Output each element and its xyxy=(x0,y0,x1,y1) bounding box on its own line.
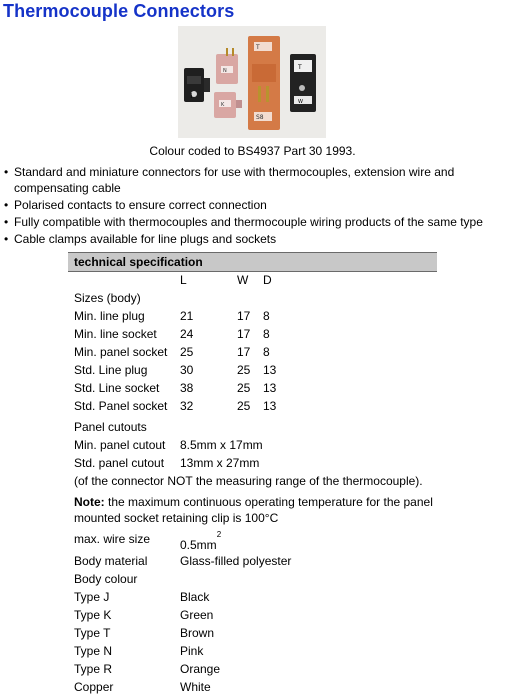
size-w: 17 xyxy=(237,309,251,323)
colour-value: Pink xyxy=(180,644,204,658)
temperature-note xyxy=(74,494,454,526)
feature-item: • Cable clamps available for line plugs and sockets xyxy=(0,231,500,247)
size-l: 30 xyxy=(180,363,194,377)
colour-value: Brown xyxy=(180,626,215,640)
label-plug-t: T xyxy=(298,64,302,71)
size-name: Std. Panel socket xyxy=(74,399,168,413)
colour-type: Type T xyxy=(74,626,111,640)
cutout-note: (of the connector NOT the measuring range of the thermocouple). xyxy=(74,474,423,488)
label-t: T xyxy=(256,44,260,51)
colour-type: Type J xyxy=(74,590,110,604)
size-name: Std. Line socket xyxy=(74,381,160,395)
size-name: Min. line plug xyxy=(74,309,145,323)
cutout-value: 8.5mm x 17mm xyxy=(180,438,263,452)
size-l: 24 xyxy=(180,327,194,341)
connectors-photo xyxy=(178,26,326,138)
technical-specification xyxy=(68,252,437,694)
size-w: 17 xyxy=(237,327,251,341)
colour-type: Type N xyxy=(74,644,113,658)
colour-value: Orange xyxy=(180,662,221,676)
col-header-d: D xyxy=(263,273,272,287)
material-value: Glass-filled polyester xyxy=(180,554,292,568)
cutout-value: 13mm x 27mm xyxy=(180,456,260,470)
feature-item: • Standard and miniature connectors for use with thermocouples, extension wire and compensating cable xyxy=(0,164,500,196)
colour-value: Black xyxy=(180,590,210,604)
size-d: 13 xyxy=(263,399,277,413)
size-d: 13 xyxy=(263,363,277,377)
size-l: 32 xyxy=(180,399,194,413)
feature-item: • Fully compatible with thermocouples and thermocouple wiring products of the same type xyxy=(0,214,500,230)
photo-caption: Colour coded to BS4937 Part 30 1993. xyxy=(149,144,356,158)
cutout-name: Std. panel cutout xyxy=(74,456,165,470)
col-header-w: W xyxy=(237,273,249,287)
feature-item: • Polarised contacts to ensure correct connection xyxy=(0,197,500,213)
wire-size-label: max. wire size xyxy=(74,532,151,546)
colour-type: Copper xyxy=(74,680,114,694)
size-w: 25 xyxy=(237,381,251,395)
sizes-label: Sizes (body) xyxy=(74,291,141,305)
colour-label: Body colour xyxy=(74,572,138,586)
connectors-illustration xyxy=(178,26,326,138)
colour-type: Type R xyxy=(74,662,113,676)
colour-value: White xyxy=(180,680,211,694)
material-label: Body material xyxy=(74,554,148,568)
page-title: Thermocouple Connectors xyxy=(3,1,235,21)
size-l: 21 xyxy=(180,309,194,323)
label-j: J xyxy=(191,93,193,99)
feature-list xyxy=(0,164,500,248)
cutout-name: Min. panel cutout xyxy=(74,438,166,452)
size-d: 8 xyxy=(263,309,270,323)
label-n: N xyxy=(223,68,227,74)
spec-heading: technical specification xyxy=(68,252,437,272)
cutouts-label: Panel cutouts xyxy=(74,420,147,434)
size-w: 25 xyxy=(237,363,251,377)
label-s8: S8 xyxy=(256,114,264,121)
size-d: 13 xyxy=(263,381,277,395)
size-l: 38 xyxy=(180,381,194,395)
label-k: K xyxy=(221,102,225,108)
col-header-l: L xyxy=(180,273,187,287)
size-name: Std. Line plug xyxy=(74,363,148,377)
size-name: Min. panel socket xyxy=(74,345,168,359)
size-name: Min. line socket xyxy=(74,327,157,341)
size-d: 8 xyxy=(263,327,270,341)
size-w: 17 xyxy=(237,345,251,359)
wire-size-exponent: 2 xyxy=(216,530,222,539)
wire-size-value xyxy=(180,530,222,552)
size-d: 8 xyxy=(263,345,270,359)
note-text: the maximum continuous operating temperature for the panel mounted socket retaining clip is 100°C xyxy=(74,495,433,525)
colour-value: Green xyxy=(180,608,214,622)
size-w: 25 xyxy=(237,399,251,413)
colour-type: Type K xyxy=(74,608,112,622)
wire-size-number: 0.5mm xyxy=(180,538,217,552)
size-l: 25 xyxy=(180,345,194,359)
label-plug-w: W xyxy=(298,99,303,105)
note-label: Note: xyxy=(74,495,105,509)
